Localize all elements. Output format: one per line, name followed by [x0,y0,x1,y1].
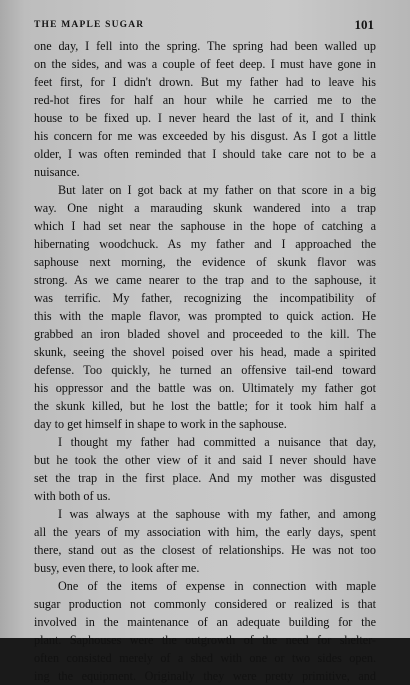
text-line: all the years of my association with him, the early days, spent [34,525,376,539]
text-line: was terrific. My father, recognizing the incompatibility of [34,291,376,305]
text-line: red-hot fires for half an hour while he carried me to the [34,93,376,107]
text-line: feet first, for I didn't drown. But my father had to leave his [34,75,376,89]
text-line: his concern for me was exceeded by his disgust. As I got a little [34,129,376,143]
text-line: nuisance. [34,165,80,179]
text-line: grabbed an iron bladed shovel and proceeded to the kill. The [34,327,376,341]
text-line: hibernating woodchuck. As my father and I approached the [34,237,376,251]
text-line: on the sides, and was a couple of feet deep. I must have gone in [34,57,376,71]
paragraph-start-line: But later on I got back at my father on that score in a big [58,183,376,197]
text-line: involved in the maintenance of an adequate building for the [34,615,376,629]
text-line: plant. Saphouses were the outgrowth of the need for shelter- [34,633,376,647]
text-line: his oppressor and the battle was on. Ultimately my father got [34,381,376,395]
text-line: way. One night a marauding skunk wandered into a trap [34,201,376,215]
text-line: but he took the other view of it and said I never should have [34,453,376,467]
text-line: defense. Too quickly, he turned an offensive tail-end toward [34,363,376,377]
text-line: which I had set near the saphouse in the hope of catching a [34,219,376,233]
text-line: the skunk killed, but he lost the battle; for it took him half a [34,399,376,413]
running-head [34,17,374,33]
text-line: skunk, seeing the shovel poised over his head, made a spirited [34,345,376,359]
text-line: day to get himself in shape to work in the saphouse. [34,417,287,431]
text-line: set the trap in the first place. And my mother was disgusted [34,471,376,485]
text-line: busy, even there, to look after me. [34,561,200,575]
text-line: ing the equipment. Originally they were pretty primitive, and [34,669,376,683]
text-line: often consisted merely of a shed with one or two sides open. [34,651,376,665]
text-line: sugar production not commonly considered or realized is that [34,597,376,611]
running-title: THE MAPLE SUGAR [34,20,145,30]
body-text [34,37,376,685]
paragraph-start-line: I thought my father had committed a nuisance that day, [58,435,376,449]
text-line: with both of us. [34,489,111,503]
text-line: this with the maple flavor, was prompted to quick action. He [34,309,376,323]
paragraph-start-line: I was always at the saphouse with my father, and among [58,507,376,521]
text-line: saphouse next morning, the evidence of skunk flavor was [34,255,376,269]
text-line: there, stand out as the closest of relationships. He was not too [34,543,376,557]
text-line: strong. As we came nearer to the trap and to the saphouse, it [34,273,376,287]
text-line: one day, I fell into the spring. The spring had been walled up [34,39,376,53]
text-line: house to be fixed up. I never heard the last of it, and I think [34,111,376,125]
text-line: older, I was often reminded that I should take care not to be a [34,147,376,161]
page-number: 101 [354,17,374,32]
paragraph-start-line: One of the items of expense in connection with maple [58,579,376,593]
